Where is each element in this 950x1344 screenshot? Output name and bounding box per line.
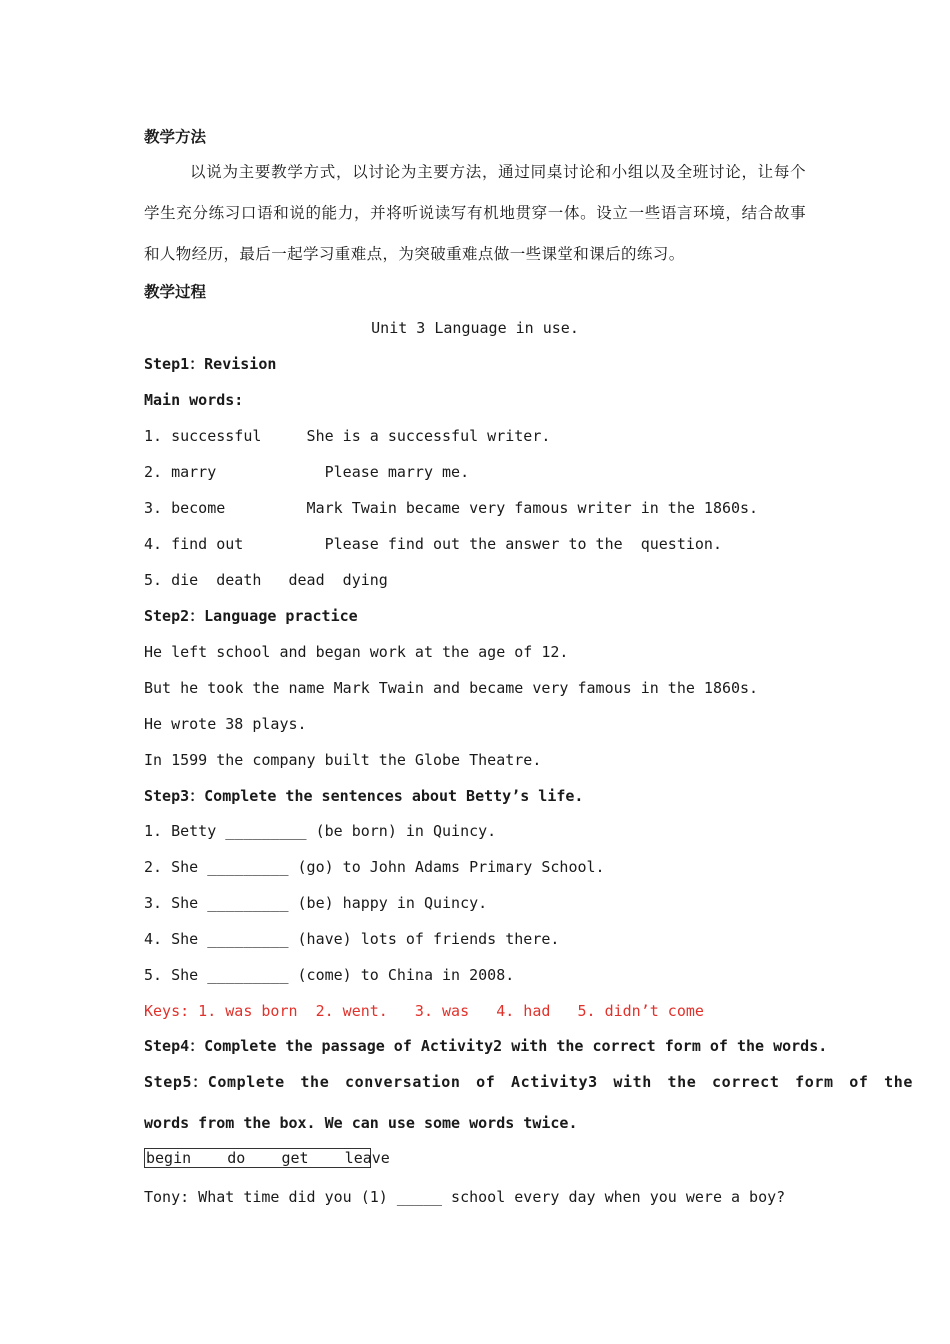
step1-title: Step1：Revision <box>144 355 277 373</box>
practice-sentence: He left school and began work at the age of 12. <box>144 643 569 661</box>
step5-title-line1: Step5：Complete the conversation of Activity3 with the correct form of the <box>144 1073 914 1091</box>
answer-keys: Keys: 1. was born 2. went. 3. was 4. had 5. didn’t come <box>144 1002 704 1020</box>
practice-sentence: In 1599 the company built the Globe Theatre. <box>144 751 542 769</box>
main-word-item: 5. die death dead dying <box>144 571 388 589</box>
exercise-item: 5. She _________ (come) to China in 2008. <box>144 966 515 984</box>
exercise-item: 4. She _________ (have) lots of friends there. <box>144 930 560 948</box>
teaching-process-heading: 教学过程 <box>144 283 207 301</box>
word-box: begin do get leave <box>146 1149 390 1167</box>
dialogue-line: Tony: What time did you (1) _____ school every day when you were a boy? <box>144 1188 786 1206</box>
main-word-item: 4. find out Please find out the answer to the question. <box>144 535 722 553</box>
step3-title: Step3：Complete the sentences about Betty’s life. <box>144 787 584 805</box>
teaching-method-heading: 教学方法 <box>144 128 207 146</box>
exercise-item: 2. She _________ (go) to John Adams Primary School. <box>144 858 605 876</box>
teaching-method-paragraph: 以说为主要教学方式，以讨论为主要方法，通过同桌讨论和小组以及全班讨论，让每个学生充分练习口语和说的能力，并将听说读写有机地贯穿一体。设立一些语言环境，结合故事和人物经历，最后一起学习重难点，为突破重难点做一些课堂和课后的练习。 <box>144 163 806 263</box>
practice-sentence: He wrote 38 plays. <box>144 715 307 733</box>
main-words-subtitle: Main words: <box>144 391 244 409</box>
exercise-item: 1. Betty _________ (be born) in Quincy. <box>144 822 497 840</box>
step5-title-line2: words from the box. We can use some words twice. <box>144 1114 578 1132</box>
unit-title: Unit 3 Language in use. <box>371 319 579 337</box>
step4-title: Step4：Complete the passage of Activity2 with the correct form of the words. <box>144 1037 828 1055</box>
main-word-item: 2. marry Please marry me. <box>144 463 470 481</box>
main-word-item: 1. successful She is a successful writer. <box>144 427 551 445</box>
main-word-item: 3. become Mark Twain became very famous writer in the 1860s. <box>144 499 759 517</box>
practice-sentence: But he took the name Mark Twain and became very famous in the 1860s. <box>144 679 759 697</box>
step2-title: Step2：Language practice <box>144 607 358 625</box>
exercise-item: 3. She _________ (be) happy in Quincy. <box>144 894 488 912</box>
